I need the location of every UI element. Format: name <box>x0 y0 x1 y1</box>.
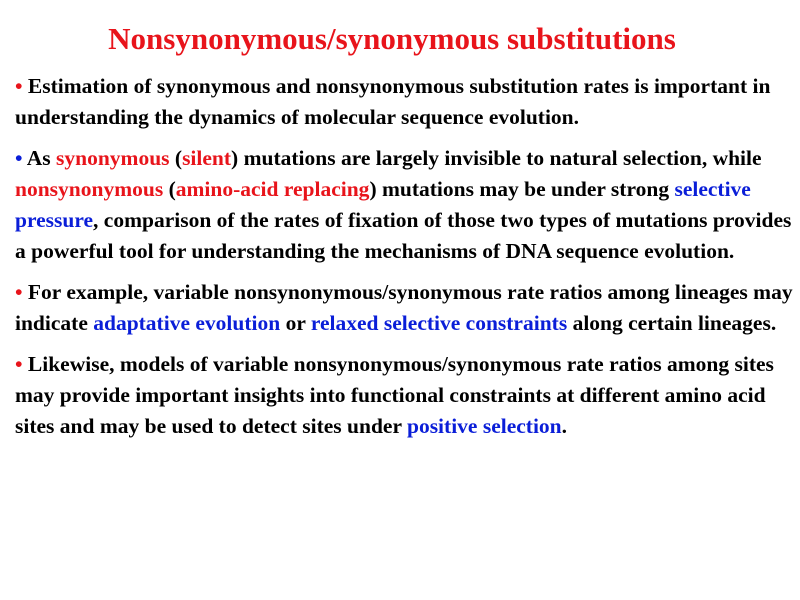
bullet-paragraph <box>15 349 793 442</box>
text-run: . <box>561 414 568 438</box>
highlighted-term: positive selection <box>406 414 562 438</box>
text-run: Estimation of synonymous and nonsynonymous substitution rates is important in understanding the dynamics of molecular sequence evolution. <box>15 74 771 129</box>
highlighted-term: nonsynonymous <box>15 177 164 201</box>
bullet-mark: • <box>15 74 28 98</box>
bullet-paragraph <box>15 143 793 267</box>
highlighted-term: silent <box>182 146 232 170</box>
text-run: ( <box>169 146 183 170</box>
text-run: along certain lineages. <box>567 311 777 335</box>
text-run: Likewise, models of variable nonsynonymous/synonymous rate ratios among sites may provide important insights into functional constraints at different amino acid sites and may be used to detect sites under <box>15 352 774 438</box>
highlighted-term: amino-acid replacing <box>175 177 370 201</box>
bullet-mark: • <box>15 146 27 170</box>
text-run: ) mutations are largely invisible to natural selection, while <box>231 146 762 170</box>
bullet-mark: • <box>15 280 28 304</box>
slide-title: Nonsynonymous/synonymous substitutions <box>108 21 676 56</box>
highlighted-term: selective pressure <box>15 177 751 232</box>
highlighted-term: relaxed selective constraints <box>310 311 568 335</box>
bullet-list <box>15 71 793 442</box>
text-run: , comparison of the rates of fixation of those two types of mutations provides a powerful tool for understanding the mechanisms of DNA sequence evolution. <box>15 208 792 263</box>
bullet-paragraph <box>15 277 793 339</box>
text-run: For example, variable nonsynonymous/synonymous rate ratios among lineages may indicate <box>15 280 793 335</box>
highlighted-term: synonymous <box>56 146 170 170</box>
text-run: ) mutations may be under strong <box>369 177 675 201</box>
text-run: or <box>280 311 311 335</box>
text-run: ( <box>163 177 176 201</box>
bullet-paragraph <box>15 71 793 133</box>
bullet-mark: • <box>15 352 28 376</box>
highlighted-term: adaptative evolution <box>93 311 281 335</box>
text-run: As <box>26 146 56 170</box>
